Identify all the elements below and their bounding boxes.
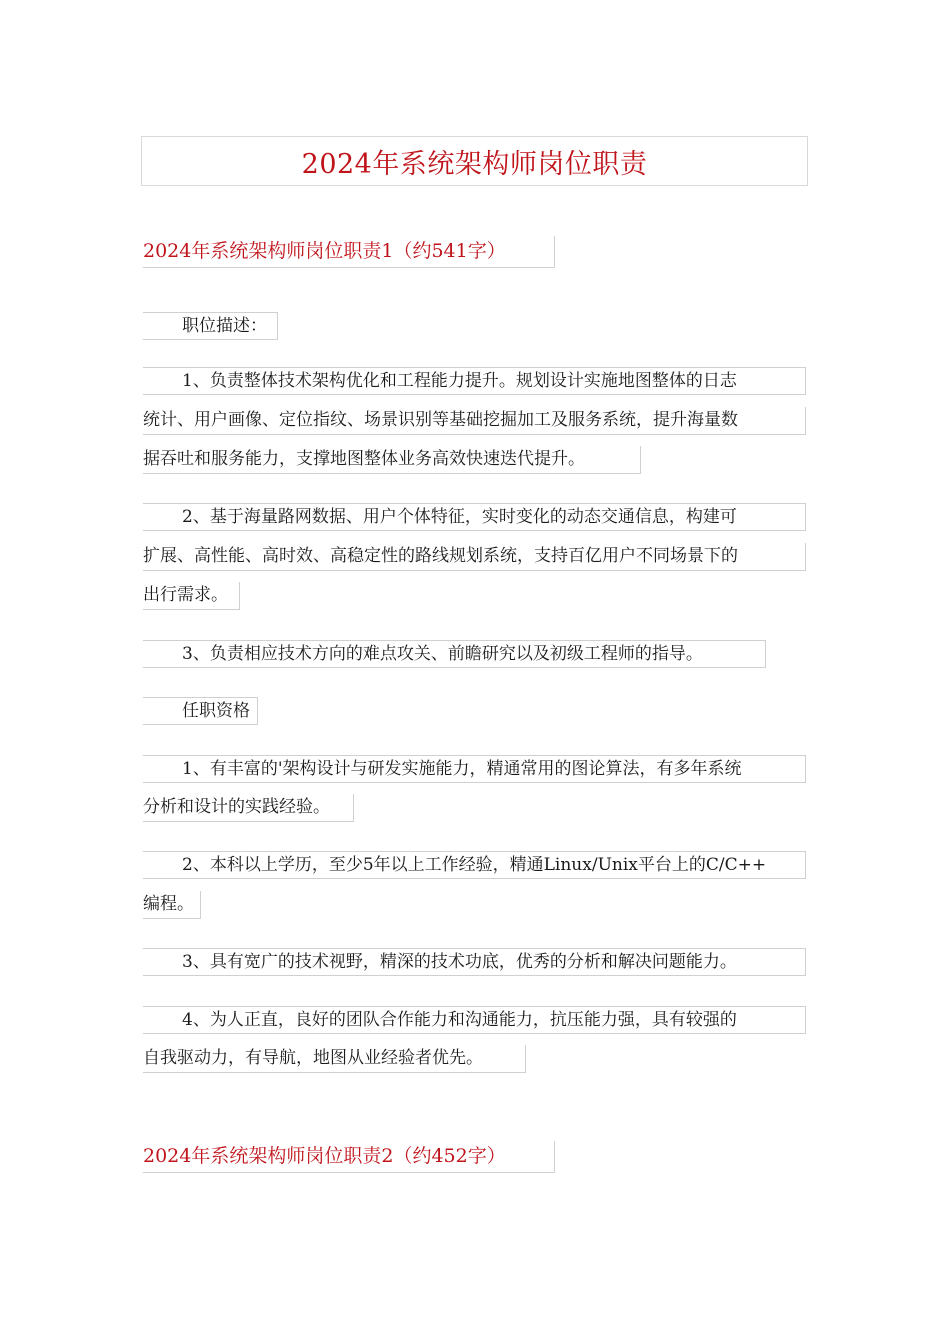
duty-1-line-1: 1、负责整体技术架构优化和工程能力提升。规划设计实施地图整体的日志 (143, 367, 806, 395)
section-heading-2: 2024年系统架构师岗位职责2（约452字） (143, 1141, 555, 1173)
duty-1-line-3: 据吞吐和服务能力，支撑地图整体业务高效快速迭代提升。 (143, 446, 641, 474)
duty-3-line-1: 3、负责相应技术方向的难点攻关、前瞻研究以及初级工程师的指导。 (143, 640, 766, 668)
duty-1-line-2: 统计、用户画像、定位指纹、场景识别等基础挖掘加工及服务系统，提升海量数 (143, 407, 806, 435)
duty-2-line-3: 出行需求。 (143, 582, 240, 610)
document-title-box (141, 136, 808, 186)
job-description-label: 职位描述： (143, 312, 278, 340)
duty-2-line-1: 2、基于海量路网数据、用户个体特征，实时变化的动态交通信息，构建可 (143, 503, 806, 531)
qualifications-label: 任职资格 (143, 697, 258, 725)
qualification-4-line-2: 自我驱动力，有导航，地图从业经验者优先。 (143, 1045, 526, 1073)
qualification-2-line-2: 编程。 (143, 891, 201, 919)
qualification-3-line-1: 3、具有宽广的技术视野，精深的技术功底，优秀的分析和解决问题能力。 (143, 948, 806, 976)
document-title: 2024年系统架构师岗位职责 (301, 148, 648, 180)
section-heading-1: 2024年系统架构师岗位职责1（约541字） (143, 236, 555, 268)
qualification-4-line-1: 4、为人正直，良好的团队合作能力和沟通能力，抗压能力强，具有较强的 (143, 1006, 806, 1034)
qualification-1-line-1: 1、有丰富的'架构设计与研发实施能力，精通常用的图论算法，有多年系统 (143, 755, 806, 783)
duty-2-line-2: 扩展、高性能、高时效、高稳定性的路线规划系统，支持百亿用户不同场景下的 (143, 543, 806, 571)
qualification-1-line-2: 分析和设计的实践经验。 (143, 794, 354, 822)
qualification-2-line-1: 2、本科以上学历，至少5年以上工作经验，精通Linux/Unix平台上的C/C++ (143, 851, 806, 879)
